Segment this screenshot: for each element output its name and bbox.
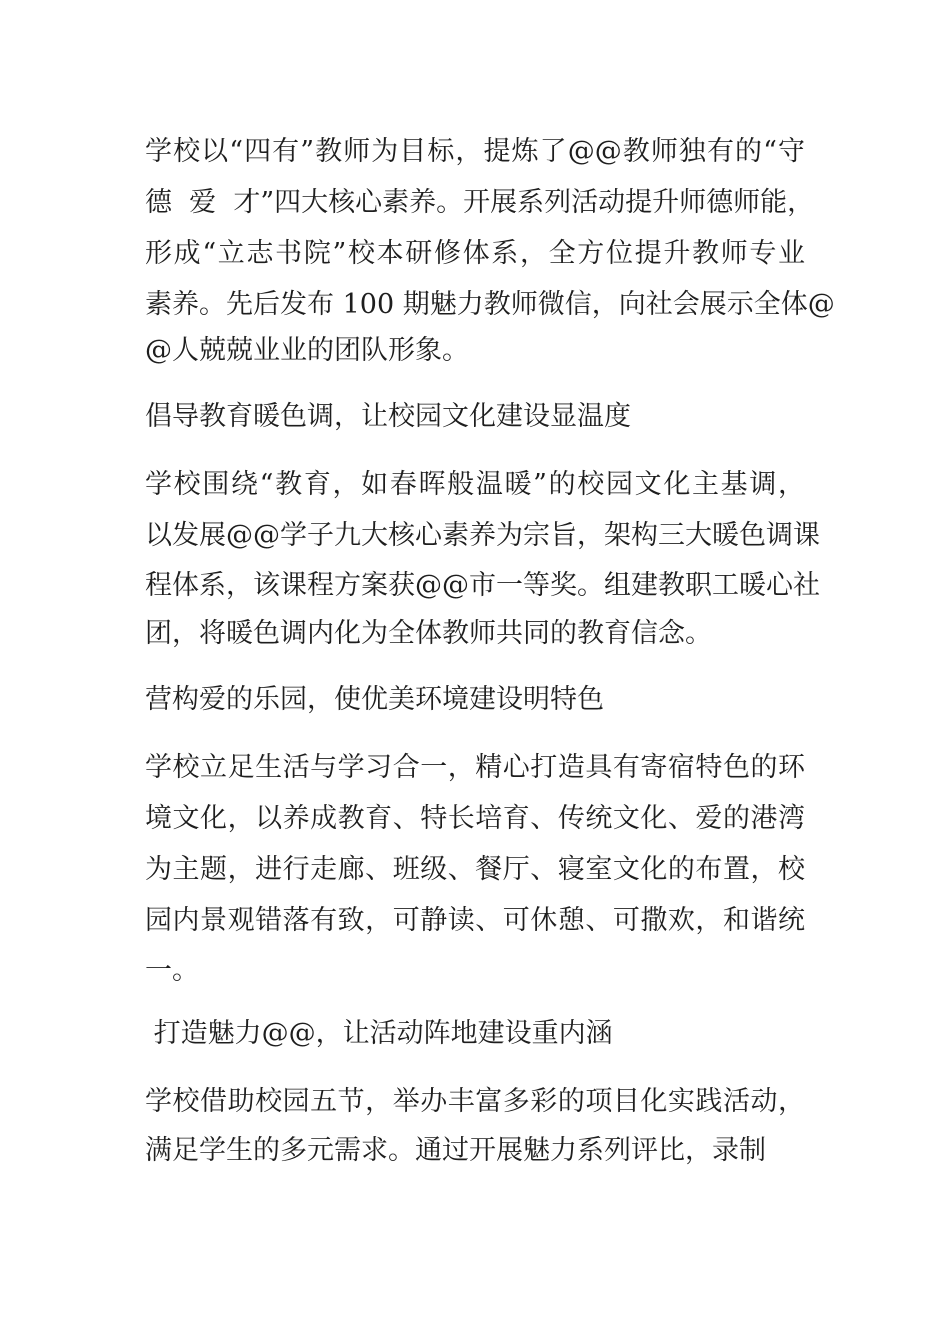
paragraph-1-line-1: 学校以“四有”教师为目标，提炼了@@教师独有的“守 — [145, 136, 805, 167]
paragraph-3-line-2: 境文化，以养成教育、特长培育、传统文化、爱的港湾 — [145, 803, 805, 834]
paragraph-3-line-3: 为主题，进行走廊、班级、餐厅、寝室文化的布置，校 — [145, 854, 805, 885]
paragraph-1-line-2: 德 爱 才”四大核心素养。开展系列活动提升师德师能， — [145, 187, 815, 218]
paragraph-1-line-4: 素养。先后发布 100 期魅力教师微信，向社会展示全体@ — [145, 289, 835, 320]
paragraph-2-line-3: 程体系，该课程方案获@@市一等奖。组建教职工暖心社 — [145, 570, 820, 601]
section-heading-warm-tone: 倡导教育暖色调，让校园文化建设显温度 — [145, 401, 631, 432]
section-heading-activity: 打造魅力@@，让活动阵地建设重内涵 — [145, 1018, 613, 1049]
paragraph-1-line-5: @人兢兢业业的团队形象。 — [145, 335, 469, 366]
paragraph-1-line-3: 形成“立志书院”校本研修体系，全方位提升教师专业 — [145, 238, 805, 269]
paragraph-3-line-4: 园内景观错落有致，可静读、可休憩、可撒欢，和谐统 — [145, 905, 805, 936]
paragraph-3-line-5: 一。 — [145, 955, 199, 986]
paragraph-4-line-1: 学校借助校园五节，举办丰富多彩的项目化实践活动， — [145, 1086, 805, 1117]
paragraph-2-line-4: 团，将暖色调内化为全体教师共同的教育信念。 — [145, 618, 712, 649]
paragraph-2-line-2: 以发展@@学子九大核心素养为宗旨，架构三大暖色调课 — [145, 520, 820, 551]
section-heading-environment: 营构爱的乐园，使优美环境建设明特色 — [145, 684, 604, 715]
paragraph-2-line-1: 学校围绕“教育，如春晖般温暖”的校园文化主基调， — [145, 469, 805, 500]
paragraph-3-line-1: 学校立足生活与学习合一，精心打造具有寄宿特色的环 — [145, 752, 805, 783]
paragraph-4-line-2: 满足学生的多元需求。通过开展魅力系列评比，录制 — [145, 1135, 766, 1166]
